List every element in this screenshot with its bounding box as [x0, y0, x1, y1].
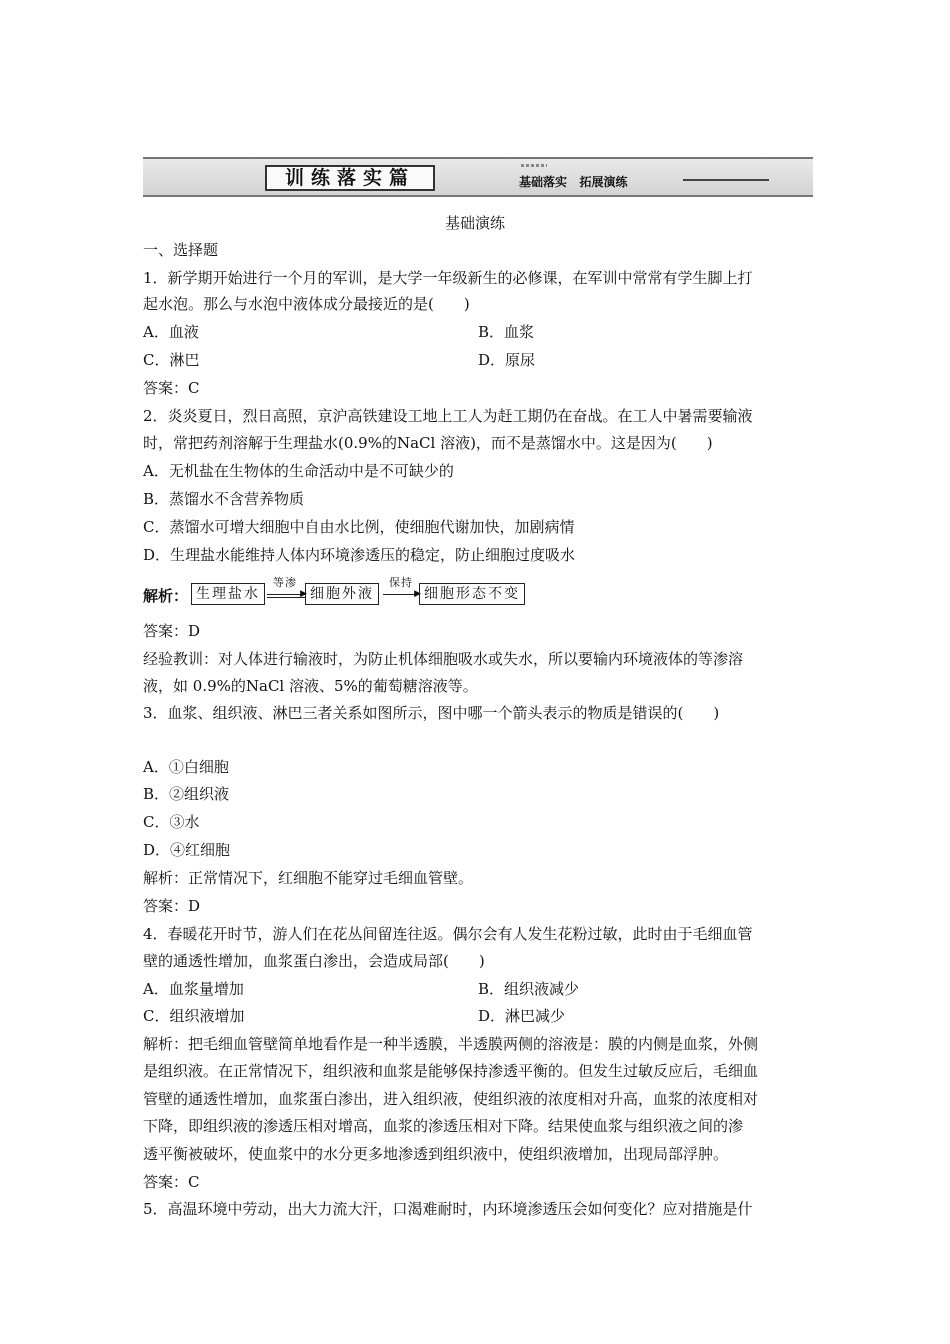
- banner-title: 训练落实篇: [265, 165, 435, 191]
- q3-option-d: D．④红细胞: [143, 841, 231, 859]
- q2-text-line1: 2．炎炎夏日，烈日高照，京沪高铁建设工地上工人为赶工期仍在奋战。在工人中暑需要输液: [143, 407, 753, 425]
- banner-dots: [521, 164, 547, 167]
- q2-text-line2: 时，常把药剂溶解于生理盐水(0.9%的NaCl 溶液)，而不是蒸馏水中。这是因为( ): [143, 434, 713, 452]
- q2-option-d: D．生理盐水能维持人体内环境渗透压的稳定，防止细胞过度吸水: [143, 546, 576, 564]
- flow-arrow-label-isotonic: 等渗: [273, 576, 297, 589]
- analysis-label: 解析：: [143, 587, 189, 605]
- q4-text-line2: 壁的通透性增加，血浆蛋白渗出，会造成局部( ): [143, 952, 485, 970]
- q3-answer: 答案：D: [143, 897, 201, 915]
- q3-analysis: 解析：正常情况下，红细胞不能穿过毛细血管壁。: [143, 869, 474, 887]
- q1-option-d: D．原尿: [478, 351, 536, 369]
- q2-option-b: B．蒸馏水不含营养物质: [143, 490, 305, 508]
- q4-option-d: D．淋巴减少: [478, 1007, 566, 1025]
- q4-text-line1: 4．春暖花开时节，游人们在花丛间留连往返。偶尔会有人发生花粉过敏，此时由于毛细血管: [143, 925, 753, 943]
- q2-experience-line1: 经验教训：对人体进行输液时，为防止机体细胞吸水或失水，所以要输内环境液体的等渗溶: [143, 650, 744, 668]
- q4-answer: 答案：C: [143, 1173, 200, 1191]
- analysis-flowchart: [143, 576, 543, 606]
- q4-analysis-line1: 解析：把毛细血管壁简单地看作是一种半透膜，半透膜两侧的溶液是：膜的内侧是血浆，外侧: [143, 1035, 759, 1053]
- flow-box-cell-shape: 细胞形态不变: [419, 583, 525, 605]
- flow-arrow-maintain: ▶: [383, 594, 419, 595]
- q1-option-a: A．血液: [143, 323, 199, 341]
- q3-option-a: A．①白细胞: [143, 758, 229, 776]
- heading: 一、选择题: [143, 241, 219, 259]
- section-title: 基础演练: [444, 214, 505, 232]
- q4-option-c: C．组织液增加: [143, 1007, 245, 1025]
- q1-text-line1: 1．新学期开始进行一个月的军训，是大学一年级新生的必修课，在军训中常常有学生脚上打: [143, 269, 753, 287]
- q1-option-c: C．淋巴: [143, 351, 200, 369]
- q5-text-line1: 5．高温环境中劳动，出大力流大汗，口渴难耐时，内环境渗透压会如何变化？应对措施是什: [143, 1200, 753, 1218]
- flow-box-extracellular-fluid: 细胞外液: [305, 583, 379, 605]
- banner-rule: [683, 179, 769, 181]
- flow-arrow-label-maintain: 保持: [389, 576, 413, 589]
- q3-option-b: B．②组织液: [143, 785, 230, 803]
- flow-box-saline: 生理盐水: [191, 583, 265, 605]
- q2-answer: 答案：D: [143, 622, 201, 640]
- section-banner: [143, 157, 813, 197]
- q1-text-line2: 起水泡。那么与水泡中液体成分最接近的是( ): [143, 295, 470, 313]
- q1-answer: 答案：C: [143, 379, 200, 397]
- q4-analysis-line2: 是组织液。在正常情况下，组织液和血浆是能够保持渗透平衡的。但发生过敏反应后，毛细血: [143, 1062, 759, 1080]
- q3-text-line1: 3．血浆、组织液、淋巴三者关系如图所示，图中哪一个箭头表示的物质是错误的( ): [143, 704, 720, 722]
- q1-option-b: B．血浆: [478, 323, 535, 341]
- banner-subtitle: 基础落实 拓展演练: [519, 175, 628, 189]
- q4-analysis-line3: 管壁的通透性增加，血浆蛋白渗出，进入组织液，使组织液的浓度相对升高，血浆的浓度相对: [143, 1090, 759, 1108]
- q2-option-a: A．无机盐在生物体的生命活动中是不可缺少的: [143, 462, 454, 480]
- q4-analysis-line5: 透平衡被破坏，使血浆中的水分更多地渗透到组织液中，使组织液增加，出现局部浮肿。: [143, 1145, 729, 1163]
- flow-arrow-isotonic: ▶: [267, 594, 305, 595]
- q4-option-a: A．血浆量增加: [143, 980, 244, 998]
- q4-analysis-line4: 下降，即组织液的渗透压相对增高，血浆的渗透压相对下降。结果使血浆与组织液之间的渗: [143, 1117, 744, 1135]
- q3-option-c: C．③水: [143, 813, 200, 831]
- q4-option-b: B．组织液减少: [478, 980, 580, 998]
- q2-experience-line2: 液，如 0.9%的NaCl 溶液、5%的葡萄糖溶液等。: [143, 677, 478, 695]
- q2-option-c: C．蒸馏水可增大细胞中自由水比例，使细胞代谢加快，加剧病情: [143, 518, 575, 536]
